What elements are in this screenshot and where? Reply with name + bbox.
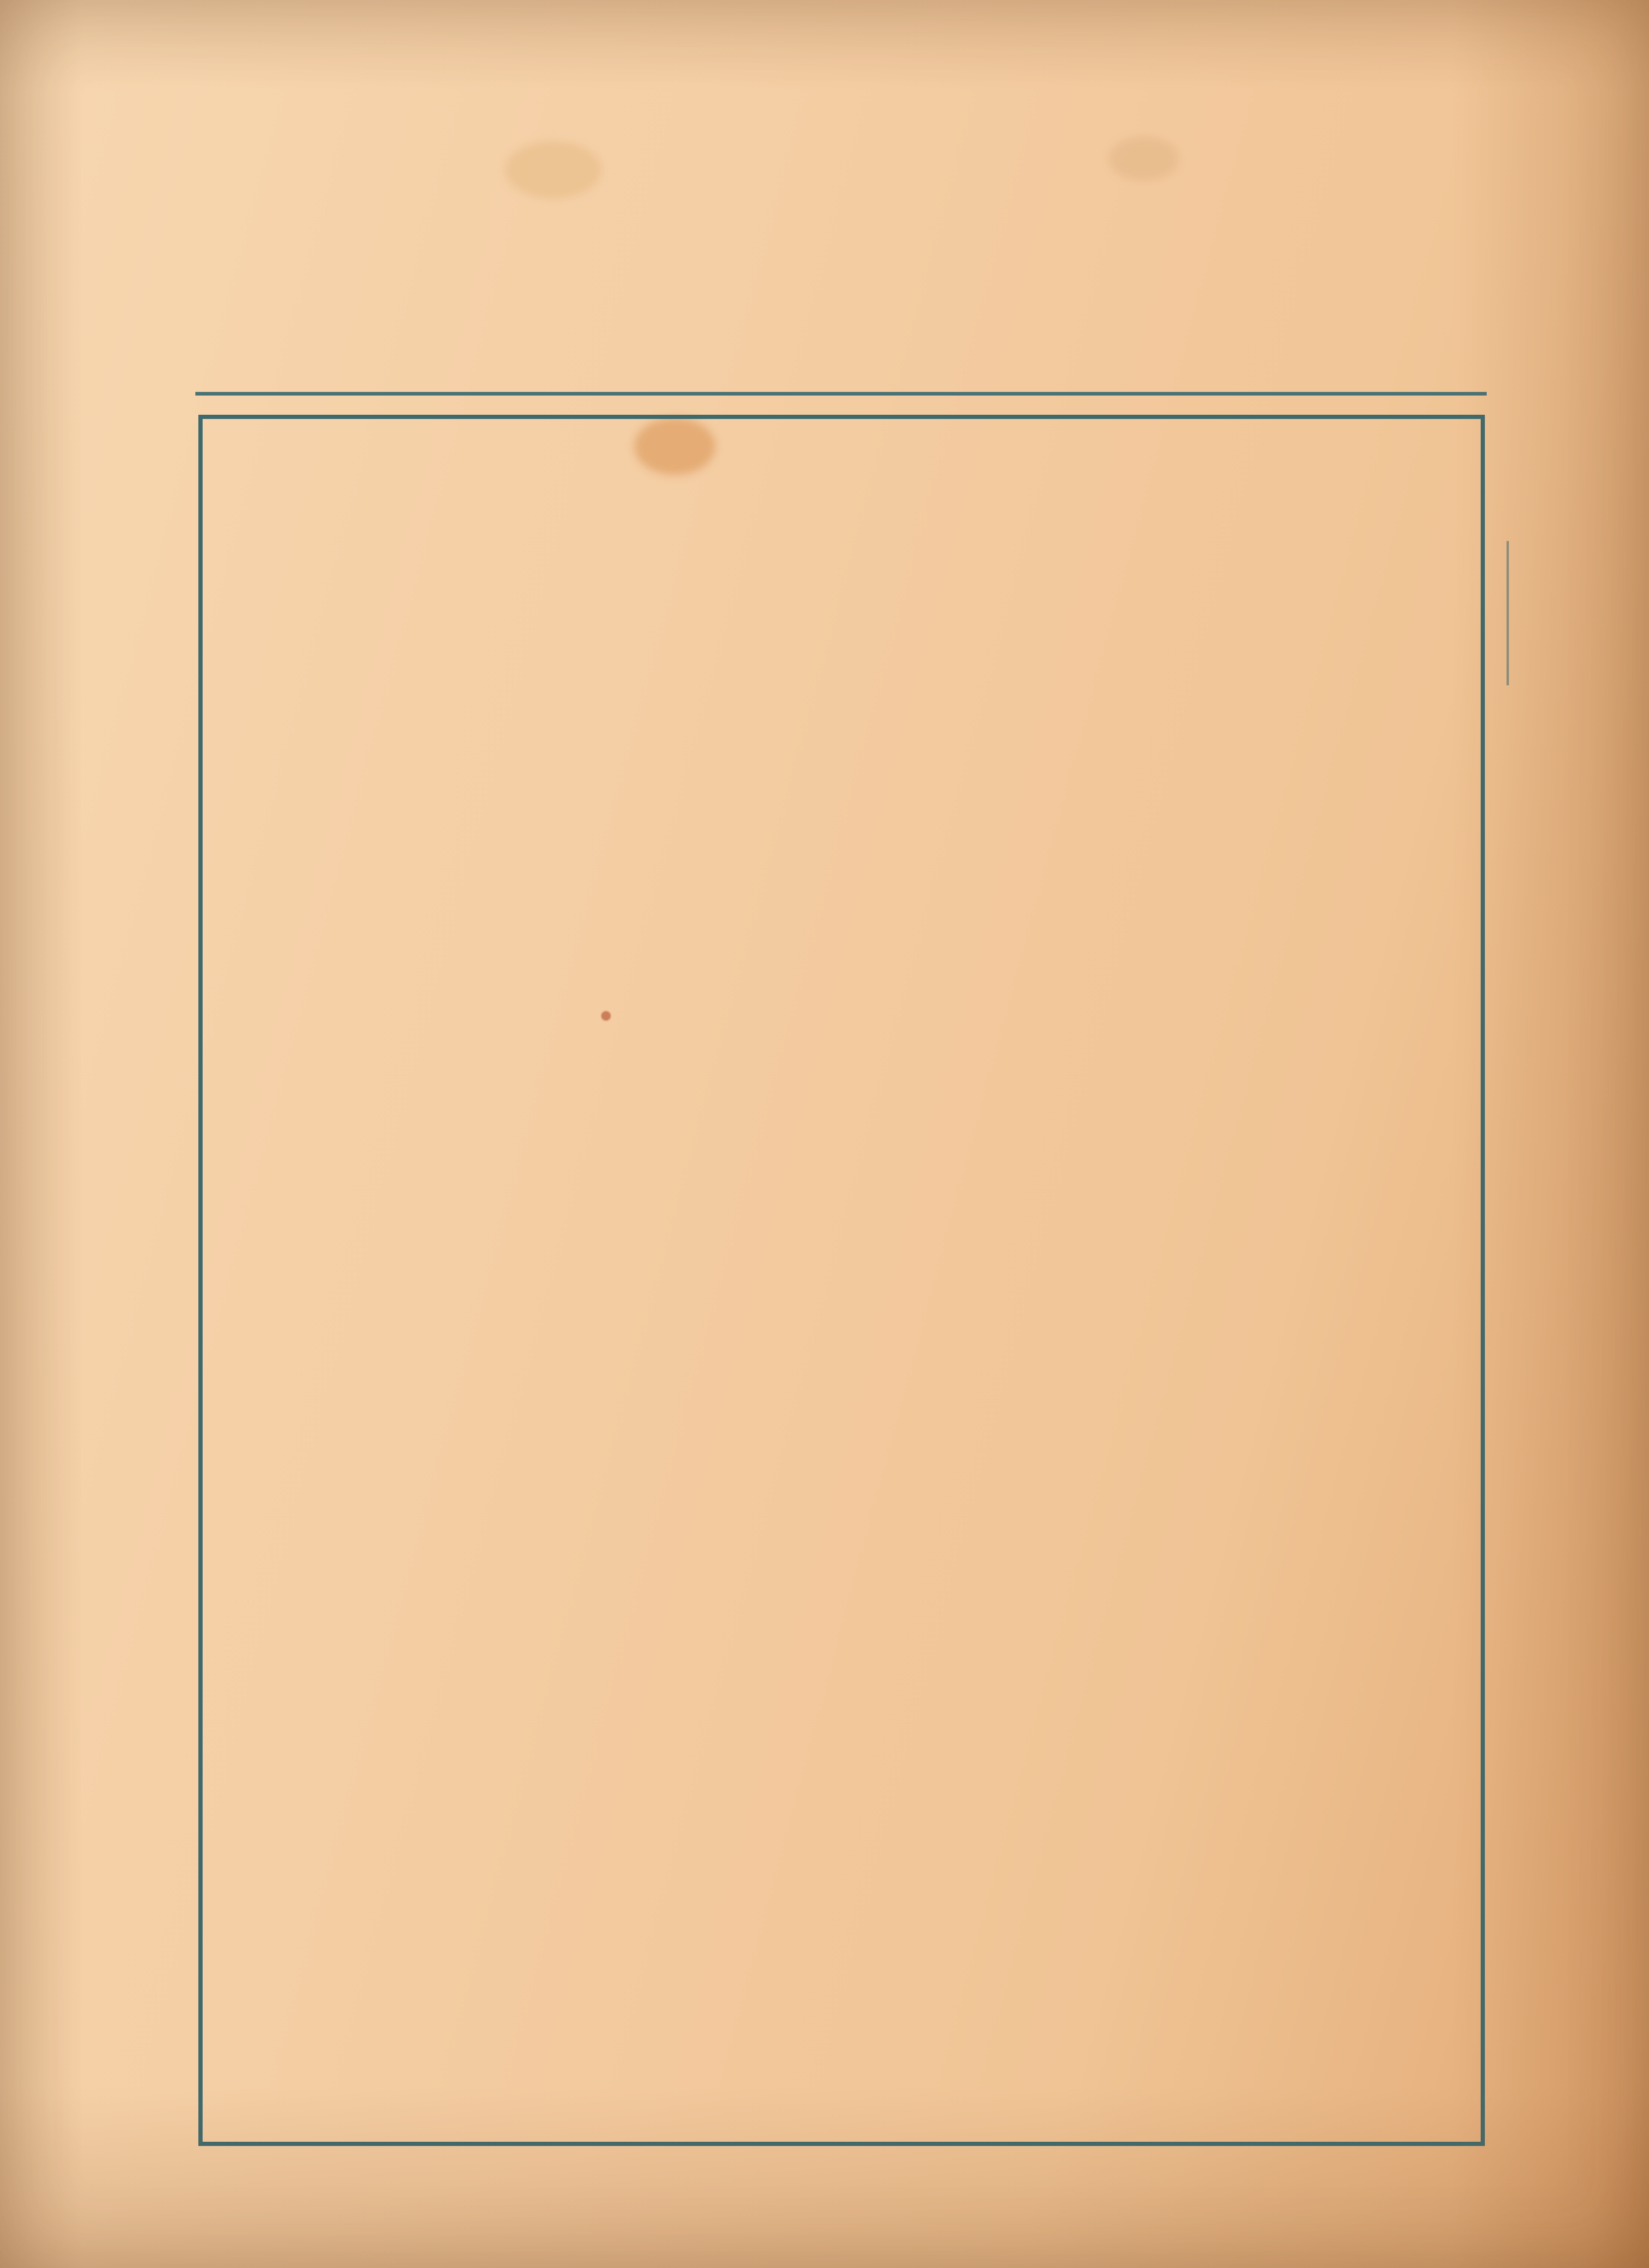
stain [505,141,601,198]
stain [1109,137,1178,180]
no-underline [1507,541,1509,685]
top-rule [195,392,1487,396]
grid-frame [198,415,1485,2146]
